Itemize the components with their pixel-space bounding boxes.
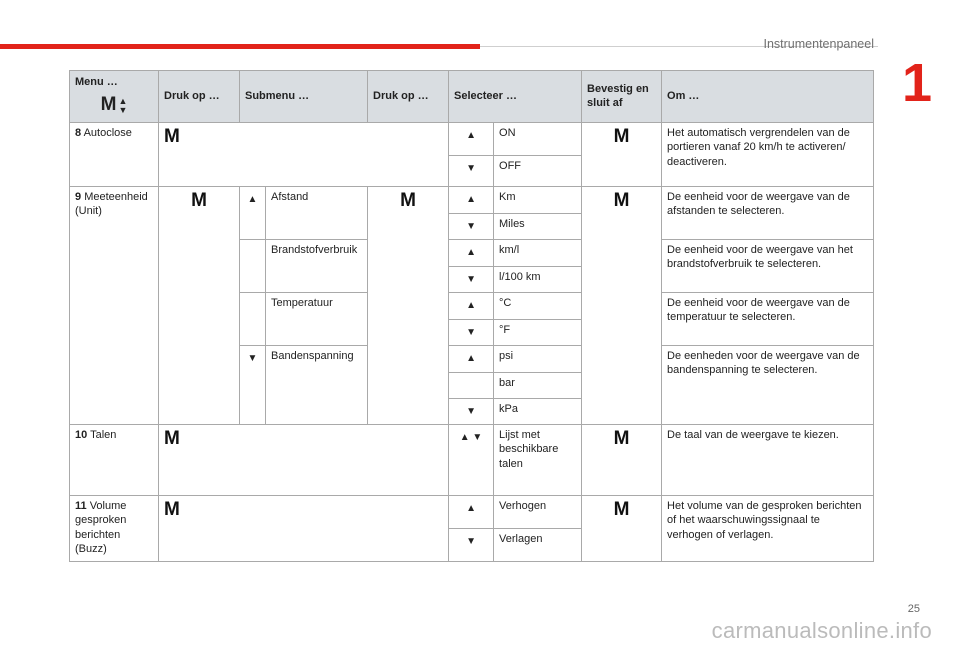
option-off: OFF (494, 155, 582, 186)
up-arrow-icon: ▲ (466, 246, 476, 258)
table-row (70, 186, 874, 213)
watermark: carmanualsonline.info (711, 618, 932, 643)
up-down-arrows-icon: ▲ ▼ (459, 431, 483, 443)
option-miles: Miles (494, 213, 582, 239)
menu-units: 9 Meeteenheid (Unit) (70, 186, 159, 424)
m-button-icon: M (164, 125, 180, 147)
option-kpa: kPa (494, 398, 582, 424)
submenu-fuel: Brandstofverbruik (266, 239, 368, 292)
menu-volume: 11 Volume gesproken berichten (Buzz) (70, 495, 159, 561)
m-button-icon: M (613, 498, 630, 520)
header-accent-bar (0, 44, 480, 49)
description-pressure: De eenheden voor de weergave van de bandenspanning te selecteren. (662, 345, 874, 424)
up-arrow-icon: ▲ (466, 299, 476, 311)
up-arrow-icon: ▲ (466, 129, 476, 141)
header-menu-label: Menu … (75, 76, 118, 88)
chapter-number: 1 (901, 53, 932, 113)
m-button-icon: M (613, 427, 630, 449)
option-on: ON (494, 122, 582, 155)
header-purpose: Om … (662, 71, 874, 123)
down-arrow-icon: ▼ (466, 326, 476, 338)
table-row (70, 122, 874, 155)
header-press2: Druk op … (368, 71, 449, 123)
m-button-icon: M (164, 427, 180, 449)
m-button-icon: M (400, 189, 416, 211)
header-submenu: Submenu … (240, 71, 368, 123)
option-increase: Verhogen (494, 495, 582, 528)
option-decrease: Verlagen (494, 528, 582, 561)
up-arrow-icon: ▲ (247, 193, 258, 205)
submenu-pressure: Bandenspanning (266, 345, 368, 424)
m-button-icon: M (613, 189, 630, 211)
header-menu (70, 71, 159, 123)
m-button-icon: M (191, 189, 207, 211)
description-distance: De eenheid voor de weergave van de afstanden te selecteren. (662, 186, 874, 239)
option-km: Km (494, 186, 582, 213)
down-arrow-icon: ▼ (466, 273, 476, 285)
submenu-temperature: Temperatuur (266, 292, 368, 345)
up-arrow-icon: ▲ (466, 502, 476, 514)
table-row (70, 424, 874, 495)
option-psi: psi (494, 345, 582, 372)
description-volume: Het volume van de gesproken berichten of het waarschuwingssignaal te verhogen of verlagen. (662, 495, 874, 561)
down-arrow-icon: ▼ (466, 405, 476, 417)
settings-table (69, 70, 874, 562)
m-button-icon: M (164, 498, 180, 520)
page-number: 25 (907, 603, 920, 615)
menu-button-with-arrows-icon: M ▲ ▼ (100, 94, 128, 116)
header-confirm: Bevestig en sluit af (582, 71, 662, 123)
option-bar: bar (494, 372, 582, 398)
description-language: De taal van de weergave te kiezen. (662, 424, 874, 495)
description-fuel: De eenheid voor de weergave van het brandstofverbruik te selecteren. (662, 239, 874, 292)
option-l100km: l/100 km (494, 266, 582, 292)
up-arrow-icon: ▲ (466, 193, 476, 205)
header-select: Selecteer … (449, 71, 582, 123)
m-button-icon: M (613, 125, 630, 147)
description-temperature: De eenheid voor de weergave van de temperatuur te selecteren. (662, 292, 874, 345)
up-arrow-icon: ▲ (466, 352, 476, 364)
menu-autoclose: 8 Autoclose (70, 122, 159, 186)
option-celsius: °C (494, 292, 582, 319)
down-arrow-icon: ▼ (466, 220, 476, 232)
description-autoclose: Het automatisch vergrendelen van de portieren vanaf 20 km/h te activeren/ deactiveren. (662, 122, 874, 186)
down-arrow-icon: ▼ (466, 162, 476, 174)
menu-language: 10 Talen (70, 424, 159, 495)
header-press1: Druk op … (159, 71, 240, 123)
option-fahrenheit: °F (494, 319, 582, 345)
section-title: Instrumentenpaneel (763, 37, 874, 51)
down-arrow-icon: ▼ (247, 352, 258, 364)
option-language-list: Lijst met beschikbare talen (494, 424, 582, 495)
submenu-distance: Afstand (266, 186, 368, 239)
table-row (70, 495, 874, 528)
down-arrow-icon: ▼ (466, 535, 476, 547)
option-kml: km/l (494, 239, 582, 266)
table-header-row (70, 71, 874, 123)
